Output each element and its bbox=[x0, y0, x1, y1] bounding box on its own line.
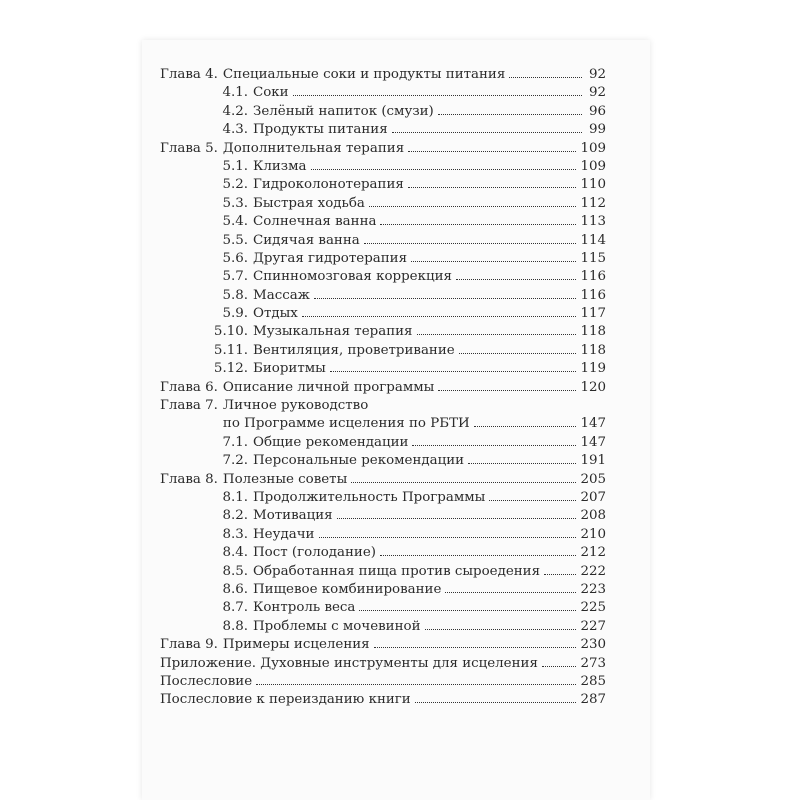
toc-section-row bbox=[160, 121, 606, 139]
page-number: 118 bbox=[580, 342, 606, 358]
page-number: 117 bbox=[580, 306, 606, 322]
page-number: 287 bbox=[580, 692, 606, 708]
toc-section-row bbox=[160, 323, 606, 341]
page-number: 285 bbox=[580, 673, 606, 689]
toc-section-row bbox=[160, 599, 606, 617]
page-number: 92 bbox=[588, 67, 606, 82]
toc-section-row bbox=[160, 232, 606, 250]
page-number: 147 bbox=[580, 434, 606, 450]
section-number: 4.3. bbox=[222, 122, 248, 138]
entry-title: Зелёный напиток (смузи) bbox=[253, 103, 434, 119]
entry-title: Общие рекомендации bbox=[253, 434, 409, 450]
chapter-label: Глава 5. bbox=[160, 140, 218, 156]
leader-dots bbox=[314, 298, 576, 299]
page-number: 96 bbox=[588, 103, 606, 119]
page-number: 208 bbox=[580, 508, 606, 524]
toc-section-row bbox=[160, 305, 606, 323]
entry-title: Сидячая ванна bbox=[253, 232, 360, 248]
page-number: 225 bbox=[580, 600, 606, 616]
section-number: 5.6. bbox=[222, 250, 248, 266]
entry-title: Дополнительная терапия bbox=[222, 140, 405, 156]
leader-dots bbox=[392, 132, 582, 133]
toc-section-row bbox=[160, 158, 606, 176]
section-number: 8.2. bbox=[222, 508, 248, 524]
chapter-label: Глава 7. bbox=[160, 398, 218, 414]
toc-section-row bbox=[160, 250, 606, 268]
section-number: 5.1. bbox=[222, 158, 248, 174]
toc-section-row bbox=[160, 103, 606, 121]
page-number: 191 bbox=[580, 453, 606, 469]
section-number: 8.1. bbox=[222, 489, 248, 505]
section-number: 5.5. bbox=[222, 232, 248, 248]
leader-dots bbox=[319, 537, 577, 538]
leader-dots bbox=[408, 151, 576, 152]
toc-section-row bbox=[160, 507, 606, 525]
leader-dots bbox=[459, 353, 577, 354]
toc-chapter-row bbox=[160, 140, 606, 158]
leader-dots bbox=[369, 206, 577, 207]
leader-dots bbox=[425, 629, 577, 630]
chapter-label: Глава 6. bbox=[160, 379, 218, 395]
section-number: 5.9. bbox=[222, 306, 248, 322]
leader-dots bbox=[438, 390, 576, 391]
entry-title: Продолжительность Программы bbox=[253, 489, 486, 505]
leader-dots bbox=[489, 500, 576, 501]
page-number: 116 bbox=[580, 269, 606, 285]
entry-title: Биоритмы bbox=[253, 361, 326, 377]
toc-section-row bbox=[160, 342, 606, 360]
page-number: 116 bbox=[580, 287, 606, 303]
leader-dots bbox=[544, 574, 576, 575]
section-number: 5.12. bbox=[213, 361, 248, 377]
leader-dots bbox=[509, 77, 582, 78]
toc-section-row bbox=[160, 213, 606, 231]
chapter-label: Глава 4. bbox=[160, 67, 218, 82]
toc-chapter-row bbox=[160, 397, 606, 434]
page-number: 227 bbox=[580, 618, 606, 634]
entry-title: Пищевое комбинирование bbox=[253, 581, 442, 597]
entry-title: Другая гидротерапия bbox=[253, 250, 408, 266]
leader-dots bbox=[468, 463, 576, 464]
page-number: 109 bbox=[580, 158, 606, 174]
leader-dots bbox=[380, 555, 576, 556]
toc-section-row bbox=[160, 287, 606, 305]
toc-section-row bbox=[160, 268, 606, 286]
toc-section-row bbox=[160, 360, 606, 378]
entry-title: Солнечная ванна bbox=[253, 214, 377, 230]
page-number: 222 bbox=[580, 563, 606, 579]
entry-title: Продукты питания bbox=[253, 122, 388, 138]
entry-title: Послесловие к переизданию книги bbox=[160, 692, 411, 708]
leader-dots bbox=[380, 224, 576, 225]
leader-dots bbox=[417, 334, 577, 335]
entry-title: Соки bbox=[253, 85, 289, 101]
chapter-label: Глава 8. bbox=[160, 471, 218, 487]
section-number: 8.3. bbox=[222, 526, 248, 542]
entry-title: Пост (голодание) bbox=[253, 545, 377, 561]
section-number: 5.3. bbox=[222, 195, 248, 211]
page-number: 205 bbox=[580, 471, 606, 487]
leader-dots bbox=[351, 482, 576, 483]
toc-appendix-row bbox=[160, 691, 606, 709]
page-number: 120 bbox=[580, 379, 606, 395]
toc-section-row bbox=[160, 489, 606, 507]
table-of-contents bbox=[160, 66, 606, 710]
section-number: 4.2. bbox=[222, 103, 248, 119]
leader-dots bbox=[359, 610, 576, 611]
toc-section-row bbox=[160, 452, 606, 470]
entry-title: Неудачи bbox=[253, 526, 315, 542]
page-number: 110 bbox=[580, 177, 606, 193]
toc-chapter-row bbox=[160, 636, 606, 654]
leader-dots bbox=[445, 592, 576, 593]
page-number: 147 bbox=[580, 416, 606, 432]
toc-appendix-row bbox=[160, 655, 606, 673]
leader-dots bbox=[456, 279, 576, 280]
leader-dots bbox=[302, 316, 577, 317]
leader-dots bbox=[311, 169, 577, 170]
page-number: 207 bbox=[580, 489, 606, 505]
toc-chapter-row bbox=[160, 471, 606, 489]
section-number: 8.7. bbox=[222, 600, 248, 616]
toc-section-row bbox=[160, 434, 606, 452]
section-number: 4.1. bbox=[222, 85, 248, 101]
section-number: 5.10. bbox=[213, 324, 248, 340]
leader-dots bbox=[412, 445, 576, 446]
toc-section-row bbox=[160, 176, 606, 194]
entry-title: Вентиляция, проветривание bbox=[253, 342, 455, 358]
entry-title: Быстрая ходьба bbox=[253, 195, 365, 211]
toc-section-row bbox=[160, 526, 606, 544]
chapter-label: Глава 9. bbox=[160, 637, 218, 653]
entry-title: Музыкальная терапия bbox=[253, 324, 413, 340]
toc-section-row bbox=[160, 195, 606, 213]
entry-title: Примеры исцеления bbox=[222, 637, 370, 653]
page-number: 92 bbox=[588, 85, 606, 101]
section-number: 5.11. bbox=[213, 342, 248, 358]
leader-dots bbox=[408, 187, 577, 188]
section-number: 5.2. bbox=[222, 177, 248, 193]
section-number: 8.6. bbox=[222, 581, 248, 597]
entry-title: Отдых bbox=[253, 306, 298, 322]
leader-dots bbox=[293, 95, 582, 96]
page-number: 109 bbox=[580, 140, 606, 156]
leader-dots bbox=[256, 684, 576, 685]
section-number: 5.8. bbox=[222, 287, 248, 303]
entry-title: Мотивация bbox=[253, 508, 333, 524]
toc-chapter-row bbox=[160, 379, 606, 397]
leader-dots bbox=[330, 371, 577, 372]
toc-appendix-row bbox=[160, 673, 606, 691]
leader-dots bbox=[474, 426, 577, 427]
leader-dots bbox=[438, 114, 582, 115]
entry-title: Спинномозговая коррекция bbox=[253, 269, 452, 285]
toc-section-row bbox=[160, 618, 606, 636]
leader-dots bbox=[364, 243, 577, 244]
section-number: 8.4. bbox=[222, 545, 248, 561]
section-number: 7.1. bbox=[222, 434, 248, 450]
entry-title: Полезные советы bbox=[222, 471, 348, 487]
entry-title: Приложение. Духовные инструменты для исцеления bbox=[160, 655, 538, 671]
page-number: 230 bbox=[580, 637, 606, 653]
page-number: 99 bbox=[588, 122, 606, 138]
section-number: 5.4. bbox=[222, 214, 248, 230]
entry-title: Массаж bbox=[253, 287, 310, 303]
page-number: 210 bbox=[580, 526, 606, 542]
entry-title: Клизма bbox=[253, 158, 307, 174]
section-number: 8.8. bbox=[222, 618, 248, 634]
leader-dots bbox=[411, 261, 576, 262]
leader-dots bbox=[374, 647, 577, 648]
entry-title: Проблемы с мочевиной bbox=[253, 618, 421, 634]
page-number: 118 bbox=[580, 324, 606, 340]
entry-title-line2: по Программе исцеления по РБТИ bbox=[222, 416, 470, 432]
leader-dots bbox=[542, 666, 577, 667]
section-number: 7.2. bbox=[222, 453, 248, 469]
entry-title: Персональные рекомендации bbox=[253, 453, 465, 469]
entry-title-line1: Личное руководство bbox=[222, 398, 369, 414]
entry-title: Специальные соки и продукты питания bbox=[222, 67, 506, 82]
page-number: 223 bbox=[580, 581, 606, 597]
entry-title: Послесловие bbox=[160, 673, 253, 689]
leader-dots bbox=[337, 518, 577, 519]
toc-chapter-row bbox=[160, 66, 606, 84]
section-number: 5.7. bbox=[222, 269, 248, 285]
page-number: 113 bbox=[580, 214, 606, 230]
page-number: 115 bbox=[580, 250, 606, 266]
page-number: 112 bbox=[580, 195, 606, 211]
entry-title: Описание личной программы bbox=[222, 379, 435, 395]
section-number: 8.5. bbox=[222, 563, 248, 579]
page-number: 212 bbox=[580, 545, 606, 561]
page-number: 273 bbox=[580, 655, 606, 671]
entry-title: Контроль веса bbox=[253, 600, 356, 616]
leader-dots bbox=[415, 702, 577, 703]
toc-section-row bbox=[160, 544, 606, 562]
entry-title: Обработанная пища против сыроедения bbox=[253, 563, 541, 579]
page-number: 119 bbox=[580, 361, 606, 377]
toc-section-row bbox=[160, 563, 606, 581]
entry-title: Гидроколонотерапия bbox=[253, 177, 404, 193]
page-number: 114 bbox=[580, 232, 606, 248]
toc-section-row bbox=[160, 84, 606, 102]
toc-section-row bbox=[160, 581, 606, 599]
